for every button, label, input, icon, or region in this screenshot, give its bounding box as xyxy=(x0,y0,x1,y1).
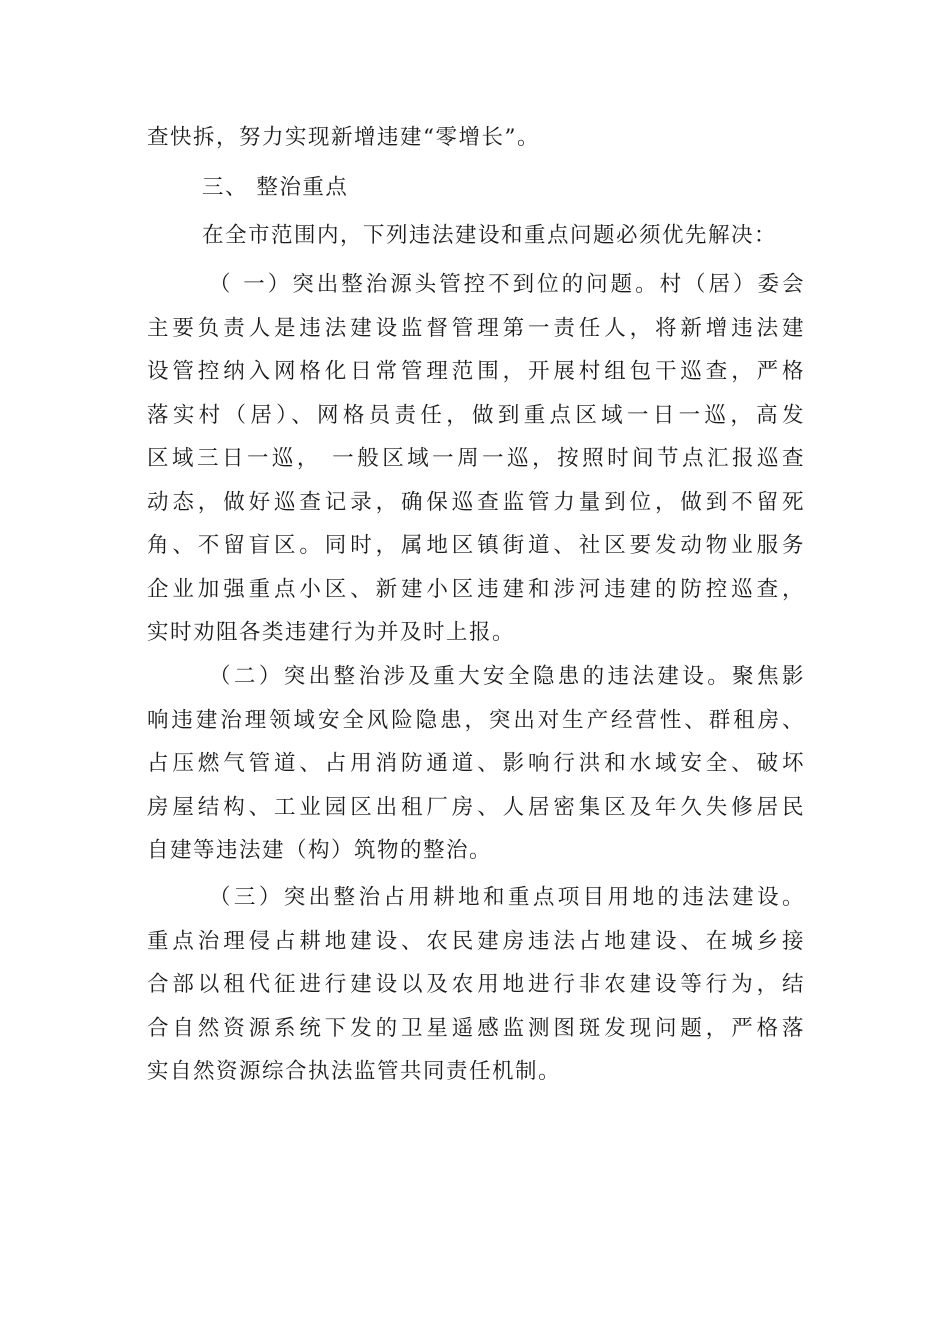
paragraph-1 xyxy=(147,263,805,655)
paragraph-3-line: 实自然资源综合执法监管共同责任机制。 xyxy=(147,1059,562,1084)
paragraph-1-line: 企业加强重点小区、新建小区违建和涉河违建的防控巡查， xyxy=(147,576,805,602)
lead-sentence: 在全市范围内，下列违法建设和重点问题必须优先解决： xyxy=(202,223,778,248)
paragraph-2-line: 房屋结构、工业园区出租厂房、人居密集区及年久失修居民 xyxy=(147,794,805,820)
paragraph-2-line: 占压燃气管道、占用消防通道、影响行洪和水域安全、破坏 xyxy=(147,751,805,776)
paragraph-1-line: 主要负责人是违法建设监督管理第一责任人，将新增违法建 xyxy=(147,315,805,341)
paragraph-1-line: （ 一）突出整治源头管控不到位的问题。村（居）委会 xyxy=(209,272,805,297)
paragraph-2-line: （二）突出整治涉及重大安全隐患的违法建设。聚焦影 xyxy=(209,664,805,689)
paragraph-1-line: 区域三日一巡， 一般区域一周一巡，按照时间节点汇报巡查 xyxy=(147,446,805,471)
intro-line: 查快拆，努力实现新增违建“零增长”。 xyxy=(147,125,540,150)
intro-line-block xyxy=(147,116,805,160)
paragraph-1-line: 角、不留盲区。同时，属地区镇街道、社区要发动物业服务 xyxy=(147,533,805,558)
paragraph-1-line: 设管控纳入网格化日常管理范围，开展村组包干巡查，严格 xyxy=(147,359,805,384)
paragraph-1-line: 落实村（居）、网格员责任，做到重点区域一日一巡，高发 xyxy=(147,402,805,428)
section-heading: 三、 整治重点 xyxy=(202,175,349,200)
paragraph-3-line: 合部以租代征进行建设以及农用地进行非农建设等行为，结 xyxy=(147,972,805,997)
paragraph-3 xyxy=(147,876,805,1094)
paragraph-1-line: 动态，做好巡查记录，确保巡查监管力量到位，做到不留死 xyxy=(147,489,805,515)
section-heading-block xyxy=(147,166,805,210)
paragraph-1-line: 实时劝阻各类违建行为并及时上报。 xyxy=(147,620,516,645)
lead-sentence-block xyxy=(147,214,805,258)
paragraph-2-line: 响违建治理领域安全风险隐患，突出对生产经营性、群租房、 xyxy=(147,707,805,733)
paragraph-3-line: （三）突出整治占用耕地和重点项目用地的违法建设。 xyxy=(209,885,805,910)
paragraph-2-line: 自建等违法建（构）筑物的整治。 xyxy=(147,838,493,863)
paragraph-3-line: 重点治理侵占耕地建设、农民建房违法占地建设、在城乡接 xyxy=(147,928,805,954)
paragraph-2 xyxy=(147,655,805,873)
paragraph-3-line: 合自然资源系统下发的卫星遥感监测图斑发现问题，严格落 xyxy=(147,1015,805,1041)
